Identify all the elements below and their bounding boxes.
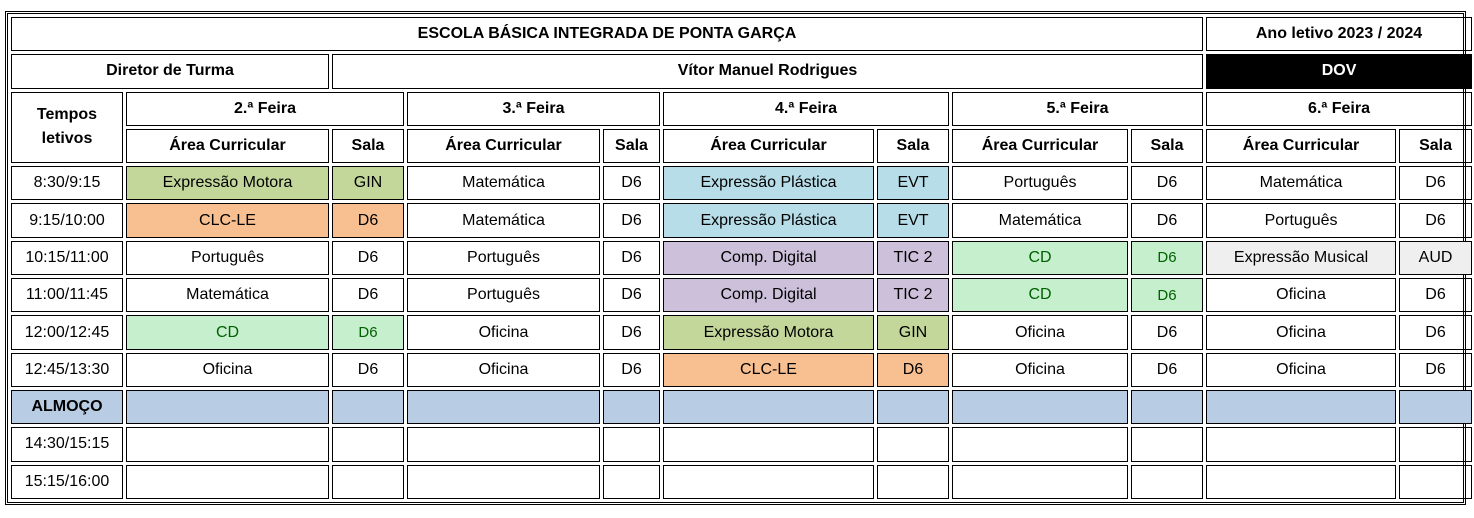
subject-cell: CD	[126, 315, 329, 349]
subheader-row	[11, 129, 1472, 163]
subject-cell: Oficina	[407, 315, 600, 349]
subject-cell	[663, 390, 874, 424]
room-cell	[603, 427, 660, 461]
room-cell: GIN	[877, 315, 949, 349]
subject-cell: CLC-LE	[126, 203, 329, 237]
room-header: Sala	[1131, 129, 1203, 163]
subject-cell: CLC-LE	[663, 353, 874, 387]
director-row	[11, 54, 1472, 88]
room-header: Sala	[877, 129, 949, 163]
room-cell	[1399, 465, 1472, 499]
period-time: 12:45/13:30	[11, 353, 123, 387]
days-row	[11, 92, 1472, 126]
day-header: 6.ª Feira	[1206, 92, 1472, 126]
subject-cell: Expressão Plástica	[663, 203, 874, 237]
room-cell: D6	[603, 278, 660, 312]
subject-cell	[952, 390, 1128, 424]
subject-cell	[126, 390, 329, 424]
period-row	[11, 465, 1472, 499]
subject-cell: Oficina	[1206, 315, 1396, 349]
room-cell: D6	[332, 241, 404, 275]
room-cell: D6	[1399, 315, 1472, 349]
room-cell: D6	[332, 203, 404, 237]
period-time: 14:30/15:15	[11, 427, 123, 461]
day-header: 5.ª Feira	[952, 92, 1203, 126]
room-cell: D6	[332, 353, 404, 387]
school-name: ESCOLA BÁSICA INTEGRADA DE PONTA GARÇA	[11, 17, 1203, 51]
room-cell	[1131, 465, 1203, 499]
day-header: 3.ª Feira	[407, 92, 660, 126]
room-cell: D6	[1131, 241, 1203, 275]
subject-cell: Expressão Musical	[1206, 241, 1396, 275]
room-cell: D6	[603, 315, 660, 349]
period-time: 10:15/11:00	[11, 241, 123, 275]
period-row	[11, 203, 1472, 237]
period-row	[11, 166, 1472, 200]
room-header: Sala	[1399, 129, 1472, 163]
room-cell	[1131, 390, 1203, 424]
room-cell	[1131, 427, 1203, 461]
room-cell: D6	[1399, 203, 1472, 237]
room-cell: EVT	[877, 203, 949, 237]
subject-cell: Português	[952, 166, 1128, 200]
subject-cell: Oficina	[126, 353, 329, 387]
subject-cell	[1206, 427, 1396, 461]
subject-cell: Oficina	[1206, 353, 1396, 387]
subject-cell	[126, 427, 329, 461]
room-cell	[603, 390, 660, 424]
period-time: 11:00/11:45	[11, 278, 123, 312]
subject-cell	[407, 465, 600, 499]
subject-cell	[663, 427, 874, 461]
room-cell: TIC 2	[877, 241, 949, 275]
subject-cell: Oficina	[952, 315, 1128, 349]
period-time: 12:00/12:45	[11, 315, 123, 349]
subject-cell: Expressão Motora	[126, 166, 329, 200]
subject-cell: Português	[407, 241, 600, 275]
director-label: Diretor de Turma	[11, 54, 329, 88]
room-cell	[603, 465, 660, 499]
room-cell	[332, 427, 404, 461]
room-cell: EVT	[877, 166, 949, 200]
director-name: Vítor Manuel Rodrigues	[332, 54, 1203, 88]
subject-cell	[663, 465, 874, 499]
room-cell: D6	[603, 241, 660, 275]
room-cell	[1399, 390, 1472, 424]
room-cell: D6	[1399, 353, 1472, 387]
subject-cell: Comp. Digital	[663, 278, 874, 312]
room-header: Sala	[603, 129, 660, 163]
room-cell	[332, 390, 404, 424]
period-time: 8:30/9:15	[11, 166, 123, 200]
room-header: Sala	[332, 129, 404, 163]
subject-cell: Matemática	[126, 278, 329, 312]
lunch-label: ALMOÇO	[11, 390, 123, 424]
room-cell: D6	[1131, 315, 1203, 349]
room-cell: D6	[603, 203, 660, 237]
subject-cell: Oficina	[952, 353, 1128, 387]
room-cell	[1399, 427, 1472, 461]
subject-cell	[126, 465, 329, 499]
subject-cell: Matemática	[407, 203, 600, 237]
area-header: Área Curricular	[952, 129, 1128, 163]
room-cell: D6	[1399, 278, 1472, 312]
room-cell	[877, 427, 949, 461]
room-cell: AUD	[1399, 241, 1472, 275]
school-row	[11, 17, 1472, 51]
room-cell: TIC 2	[877, 278, 949, 312]
subject-cell: Matemática	[952, 203, 1128, 237]
room-cell	[877, 465, 949, 499]
lunch-row	[11, 390, 1472, 424]
room-cell: GIN	[332, 166, 404, 200]
subject-cell: Matemática	[407, 166, 600, 200]
class-code: DOV	[1206, 54, 1472, 88]
room-cell: D6	[1131, 166, 1203, 200]
school-year: Ano letivo 2023 / 2024	[1206, 17, 1472, 51]
subject-cell	[952, 427, 1128, 461]
room-cell	[877, 390, 949, 424]
periods-header: Tempos letivos	[11, 92, 123, 164]
period-time: 15:15/16:00	[11, 465, 123, 499]
subject-cell: Oficina	[407, 353, 600, 387]
room-cell	[332, 465, 404, 499]
room-cell: D6	[1399, 166, 1472, 200]
area-header: Área Curricular	[663, 129, 874, 163]
room-cell: D6	[1131, 278, 1203, 312]
subject-cell: Comp. Digital	[663, 241, 874, 275]
room-cell: D6	[332, 278, 404, 312]
room-cell: D6	[1131, 203, 1203, 237]
subject-cell	[1206, 390, 1396, 424]
room-cell: D6	[877, 353, 949, 387]
period-row	[11, 353, 1472, 387]
subject-cell	[407, 427, 600, 461]
subject-cell: Expressão Plástica	[663, 166, 874, 200]
period-row	[11, 427, 1472, 461]
period-row	[11, 315, 1472, 349]
subject-cell: Português	[407, 278, 600, 312]
day-header: 4.ª Feira	[663, 92, 949, 126]
subject-cell: Matemática	[1206, 166, 1396, 200]
room-cell: D6	[332, 315, 404, 349]
subject-cell	[952, 465, 1128, 499]
timetable	[8, 14, 1474, 502]
room-cell: D6	[1131, 353, 1203, 387]
timetable-sheet	[5, 11, 1466, 505]
period-row	[11, 278, 1472, 312]
period-row	[11, 241, 1472, 275]
subject-cell	[1206, 465, 1396, 499]
subject-cell: Português	[1206, 203, 1396, 237]
room-cell: D6	[603, 353, 660, 387]
area-header: Área Curricular	[407, 129, 600, 163]
room-cell: D6	[603, 166, 660, 200]
period-time: 9:15/10:00	[11, 203, 123, 237]
day-header: 2.ª Feira	[126, 92, 404, 126]
subject-cell: CD	[952, 241, 1128, 275]
subject-cell: Português	[126, 241, 329, 275]
subject-cell	[407, 390, 600, 424]
subject-cell: CD	[952, 278, 1128, 312]
subject-cell: Oficina	[1206, 278, 1396, 312]
area-header: Área Curricular	[126, 129, 329, 163]
area-header: Área Curricular	[1206, 129, 1396, 163]
subject-cell: Expressão Motora	[663, 315, 874, 349]
